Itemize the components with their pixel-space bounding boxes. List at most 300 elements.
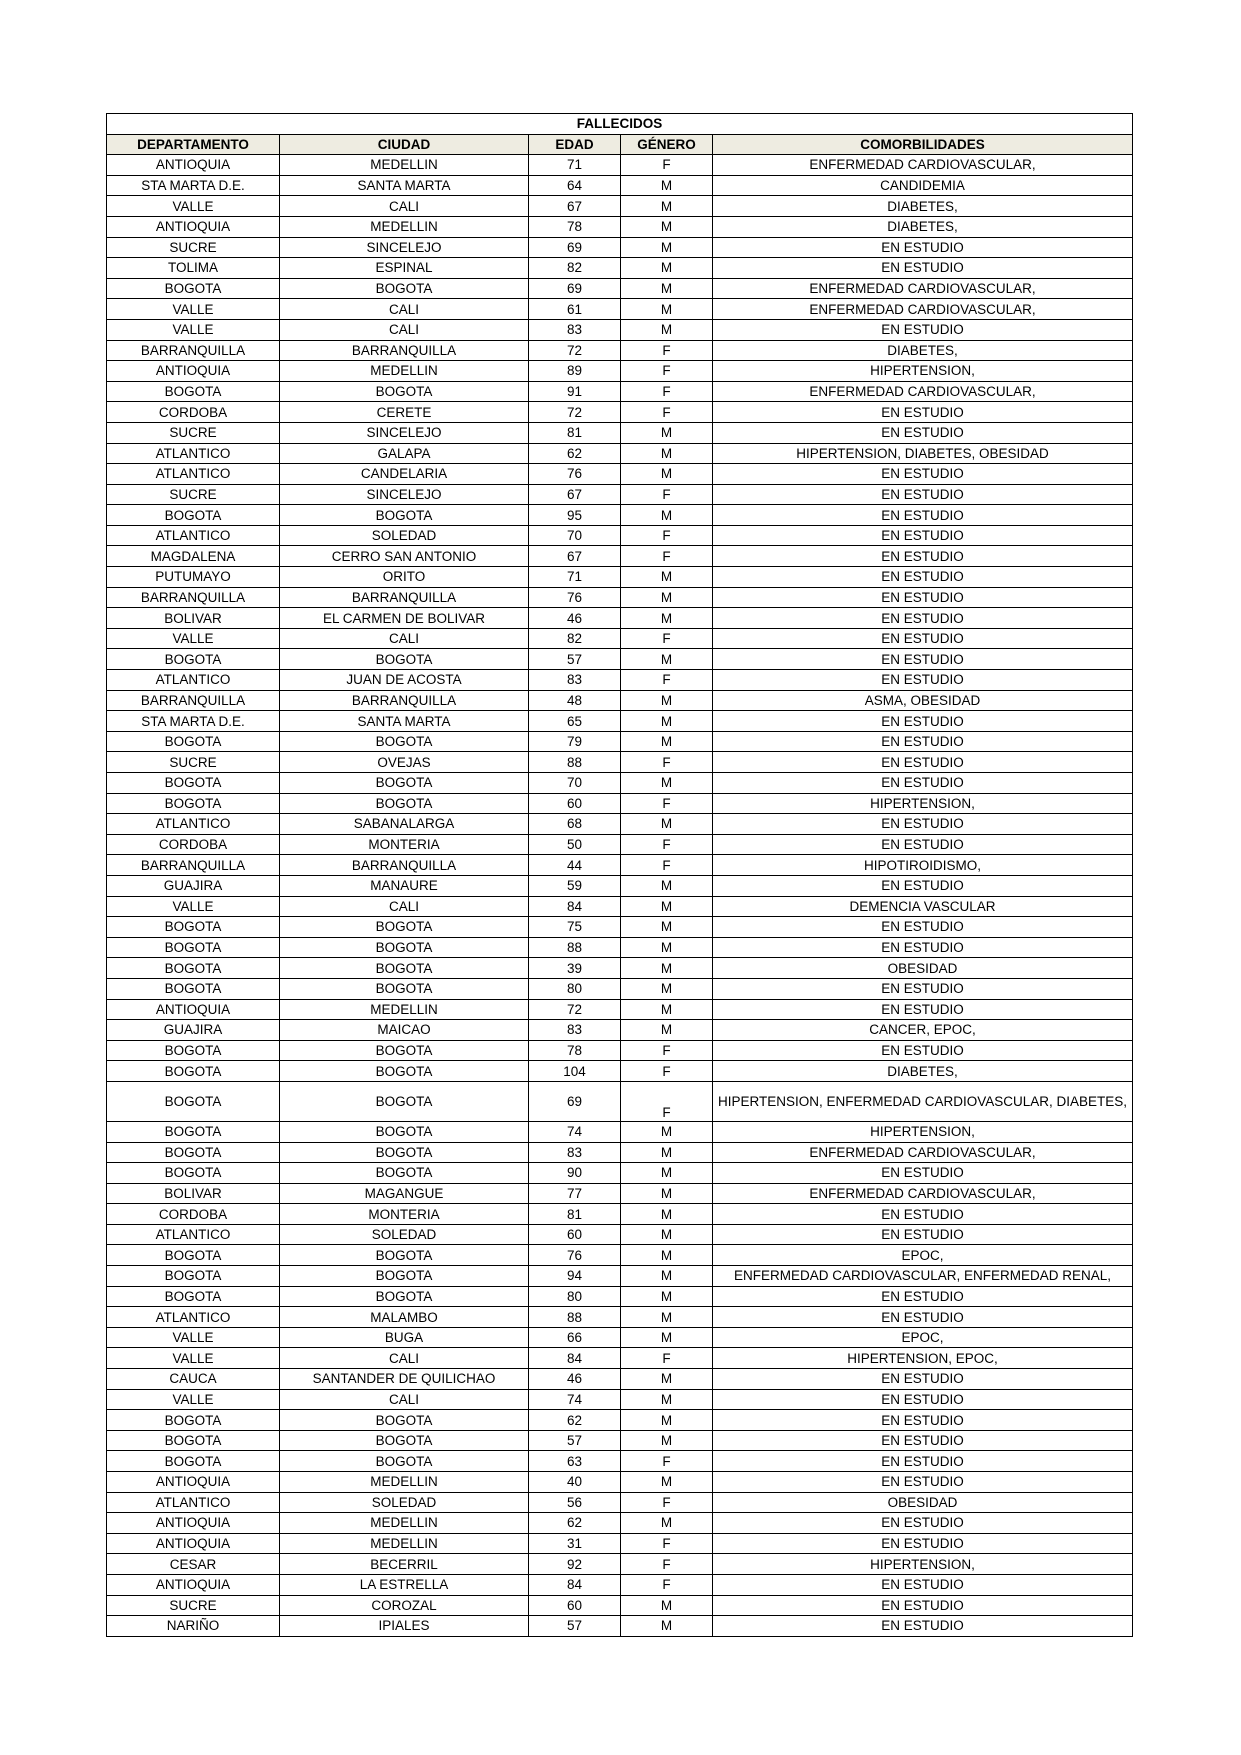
cell-ciudad: BECERRIL bbox=[280, 1554, 529, 1575]
cell-ciudad: BARRANQUILLA bbox=[280, 855, 529, 876]
table-row bbox=[107, 978, 1133, 999]
table-row bbox=[107, 1224, 1133, 1245]
cell-departamento: MAGDALENA bbox=[107, 546, 280, 567]
table-row bbox=[107, 1020, 1133, 1041]
cell-ciudad: BOGOTA bbox=[280, 381, 529, 402]
cell-genero: F bbox=[621, 525, 713, 546]
cell-genero: M bbox=[621, 443, 713, 464]
cell-departamento: BOGOTA bbox=[107, 958, 280, 979]
cell-ciudad: SOLEDAD bbox=[280, 1492, 529, 1513]
cell-ciudad: MONTERIA bbox=[280, 1204, 529, 1225]
cell-edad: 40 bbox=[529, 1472, 621, 1493]
table-row bbox=[107, 1081, 1133, 1121]
cell-edad: 60 bbox=[529, 793, 621, 814]
cell-genero: M bbox=[621, 319, 713, 340]
cell-ciudad: BOGOTA bbox=[280, 917, 529, 938]
cell-edad: 89 bbox=[529, 361, 621, 382]
cell-ciudad: MEDELLIN bbox=[280, 155, 529, 176]
cell-ciudad: BOGOTA bbox=[280, 1245, 529, 1266]
cell-comorbilidades: ENFERMEDAD CARDIOVASCULAR, bbox=[713, 155, 1133, 176]
cell-genero: M bbox=[621, 1142, 713, 1163]
cell-departamento: ANTIOQUIA bbox=[107, 1533, 280, 1554]
cell-ciudad: BOGOTA bbox=[280, 278, 529, 299]
cell-comorbilidades: EN ESTUDIO bbox=[713, 1204, 1133, 1225]
cell-genero: M bbox=[621, 1224, 713, 1245]
cell-genero: M bbox=[621, 1410, 713, 1431]
cell-genero: F bbox=[621, 1348, 713, 1369]
cell-departamento: SUCRE bbox=[107, 422, 280, 443]
table-row bbox=[107, 1142, 1133, 1163]
table-row bbox=[107, 464, 1133, 485]
cell-departamento: CORDOBA bbox=[107, 1204, 280, 1225]
cell-genero: F bbox=[621, 402, 713, 423]
cell-genero: M bbox=[621, 464, 713, 485]
cell-comorbilidades: ENFERMEDAD CARDIOVASCULAR, ENFERMEDAD RENAL, bbox=[713, 1266, 1133, 1287]
table-row bbox=[107, 1389, 1133, 1410]
cell-ciudad: CANDELARIA bbox=[280, 464, 529, 485]
cell-comorbilidades: EN ESTUDIO bbox=[713, 1616, 1133, 1637]
cell-edad: 76 bbox=[529, 464, 621, 485]
cell-ciudad: CALI bbox=[280, 1348, 529, 1369]
cell-edad: 94 bbox=[529, 1266, 621, 1287]
cell-comorbilidades: OBESIDAD bbox=[713, 1492, 1133, 1513]
cell-departamento: VALLE bbox=[107, 299, 280, 320]
cell-comorbilidades: EN ESTUDIO bbox=[713, 834, 1133, 855]
cell-comorbilidades: EN ESTUDIO bbox=[713, 464, 1133, 485]
cell-edad: 63 bbox=[529, 1451, 621, 1472]
cell-comorbilidades: HIPERTENSION, EPOC, bbox=[713, 1348, 1133, 1369]
cell-departamento: ANTIOQUIA bbox=[107, 1472, 280, 1493]
cell-edad: 80 bbox=[529, 1286, 621, 1307]
cell-departamento: BOGOTA bbox=[107, 1061, 280, 1082]
cell-edad: 50 bbox=[529, 834, 621, 855]
cell-genero: F bbox=[621, 546, 713, 567]
cell-edad: 91 bbox=[529, 381, 621, 402]
cell-comorbilidades: EN ESTUDIO bbox=[713, 587, 1133, 608]
cell-ciudad: SINCELEJO bbox=[280, 484, 529, 505]
cell-ciudad: SANTA MARTA bbox=[280, 711, 529, 732]
cell-ciudad: EL CARMEN DE BOLIVAR bbox=[280, 608, 529, 629]
cell-departamento: ANTIOQUIA bbox=[107, 361, 280, 382]
cell-ciudad: MEDELLIN bbox=[280, 216, 529, 237]
cell-edad: 44 bbox=[529, 855, 621, 876]
cell-departamento: VALLE bbox=[107, 628, 280, 649]
cell-genero: M bbox=[621, 875, 713, 896]
cell-ciudad: CALI bbox=[280, 299, 529, 320]
fallecidos-table bbox=[106, 113, 1133, 1637]
cell-departamento: CESAR bbox=[107, 1554, 280, 1575]
cell-comorbilidades: EN ESTUDIO bbox=[713, 402, 1133, 423]
cell-ciudad: MEDELLIN bbox=[280, 1472, 529, 1493]
cell-genero: M bbox=[621, 1430, 713, 1451]
cell-genero: M bbox=[621, 505, 713, 526]
cell-departamento: CORDOBA bbox=[107, 834, 280, 855]
cell-departamento: VALLE bbox=[107, 896, 280, 917]
cell-comorbilidades: EN ESTUDIO bbox=[713, 875, 1133, 896]
cell-edad: 81 bbox=[529, 1204, 621, 1225]
cell-comorbilidades: EN ESTUDIO bbox=[713, 978, 1133, 999]
cell-departamento: ATLANTICO bbox=[107, 443, 280, 464]
cell-departamento: SUCRE bbox=[107, 484, 280, 505]
cell-comorbilidades: EN ESTUDIO bbox=[713, 999, 1133, 1020]
table-row bbox=[107, 443, 1133, 464]
table-row bbox=[107, 670, 1133, 691]
cell-departamento: BOGOTA bbox=[107, 381, 280, 402]
cell-departamento: ATLANTICO bbox=[107, 670, 280, 691]
cell-ciudad: BOGOTA bbox=[280, 1286, 529, 1307]
cell-comorbilidades: EN ESTUDIO bbox=[713, 1595, 1133, 1616]
cell-genero: M bbox=[621, 958, 713, 979]
table-row bbox=[107, 1616, 1133, 1637]
cell-genero: M bbox=[621, 896, 713, 917]
table-row bbox=[107, 1369, 1133, 1390]
table-row bbox=[107, 175, 1133, 196]
cell-departamento: ANTIOQUIA bbox=[107, 216, 280, 237]
cell-comorbilidades: HIPERTENSION, ENFERMEDAD CARDIOVASCULAR, DIABETES, bbox=[713, 1081, 1133, 1121]
cell-edad: 78 bbox=[529, 1040, 621, 1061]
cell-edad: 95 bbox=[529, 505, 621, 526]
table-row bbox=[107, 422, 1133, 443]
cell-comorbilidades: EN ESTUDIO bbox=[713, 422, 1133, 443]
cell-departamento: VALLE bbox=[107, 1327, 280, 1348]
table-row bbox=[107, 361, 1133, 382]
cell-genero: M bbox=[621, 567, 713, 588]
cell-edad: 84 bbox=[529, 1574, 621, 1595]
cell-comorbilidades: EN ESTUDIO bbox=[713, 1286, 1133, 1307]
cell-departamento: VALLE bbox=[107, 196, 280, 217]
table-row bbox=[107, 1574, 1133, 1595]
cell-ciudad: BOGOTA bbox=[280, 1142, 529, 1163]
table-row bbox=[107, 917, 1133, 938]
cell-comorbilidades: EN ESTUDIO bbox=[713, 546, 1133, 567]
cell-comorbilidades: EN ESTUDIO bbox=[713, 1472, 1133, 1493]
cell-departamento: ANTIOQUIA bbox=[107, 155, 280, 176]
table-row bbox=[107, 587, 1133, 608]
cell-departamento: TOLIMA bbox=[107, 258, 280, 279]
table-row bbox=[107, 834, 1133, 855]
cell-ciudad: BOGOTA bbox=[280, 1040, 529, 1061]
cell-comorbilidades: EN ESTUDIO bbox=[713, 731, 1133, 752]
cell-edad: 83 bbox=[529, 1020, 621, 1041]
cell-edad: 59 bbox=[529, 875, 621, 896]
cell-genero: F bbox=[621, 1061, 713, 1082]
table-row bbox=[107, 1286, 1133, 1307]
cell-genero: F bbox=[621, 1040, 713, 1061]
cell-comorbilidades: HIPERTENSION, bbox=[713, 793, 1133, 814]
table-row bbox=[107, 237, 1133, 258]
cell-edad: 39 bbox=[529, 958, 621, 979]
cell-genero: M bbox=[621, 773, 713, 794]
cell-departamento: BOGOTA bbox=[107, 1040, 280, 1061]
cell-edad: 67 bbox=[529, 546, 621, 567]
cell-comorbilidades: EN ESTUDIO bbox=[713, 1389, 1133, 1410]
cell-edad: 83 bbox=[529, 1142, 621, 1163]
cell-departamento: BOGOTA bbox=[107, 917, 280, 938]
cell-comorbilidades: ENFERMEDAD CARDIOVASCULAR, bbox=[713, 1142, 1133, 1163]
cell-comorbilidades: EN ESTUDIO bbox=[713, 1369, 1133, 1390]
table-row bbox=[107, 340, 1133, 361]
cell-genero: M bbox=[621, 258, 713, 279]
cell-ciudad: SINCELEJO bbox=[280, 237, 529, 258]
table-row bbox=[107, 505, 1133, 526]
cell-ciudad: IPIALES bbox=[280, 1616, 529, 1637]
cell-edad: 48 bbox=[529, 690, 621, 711]
cell-ciudad: MEDELLIN bbox=[280, 361, 529, 382]
cell-edad: 69 bbox=[529, 237, 621, 258]
cell-comorbilidades: DIABETES, bbox=[713, 216, 1133, 237]
cell-comorbilidades: DEMENCIA VASCULAR bbox=[713, 896, 1133, 917]
cell-ciudad: BOGOTA bbox=[280, 937, 529, 958]
cell-genero: F bbox=[621, 752, 713, 773]
cell-comorbilidades: ENFERMEDAD CARDIOVASCULAR, bbox=[713, 299, 1133, 320]
cell-edad: 72 bbox=[529, 402, 621, 423]
cell-genero: M bbox=[621, 422, 713, 443]
cell-comorbilidades: EN ESTUDIO bbox=[713, 814, 1133, 835]
cell-departamento: BOGOTA bbox=[107, 1163, 280, 1184]
cell-edad: 62 bbox=[529, 1513, 621, 1534]
cell-ciudad: MAGANGUE bbox=[280, 1183, 529, 1204]
table-row bbox=[107, 999, 1133, 1020]
cell-departamento: BOGOTA bbox=[107, 278, 280, 299]
cell-departamento: PUTUMAYO bbox=[107, 567, 280, 588]
cell-comorbilidades: OBESIDAD bbox=[713, 958, 1133, 979]
cell-ciudad: MONTERIA bbox=[280, 834, 529, 855]
cell-ciudad: LA ESTRELLA bbox=[280, 1574, 529, 1595]
cell-genero: M bbox=[621, 1472, 713, 1493]
cell-genero: F bbox=[621, 484, 713, 505]
table-row bbox=[107, 773, 1133, 794]
cell-departamento: BOGOTA bbox=[107, 1266, 280, 1287]
table-row bbox=[107, 1307, 1133, 1328]
cell-departamento: ANTIOQUIA bbox=[107, 1574, 280, 1595]
cell-departamento: BOLIVAR bbox=[107, 1183, 280, 1204]
cell-edad: 74 bbox=[529, 1121, 621, 1142]
table-row bbox=[107, 1492, 1133, 1513]
cell-genero: M bbox=[621, 999, 713, 1020]
cell-departamento: SUCRE bbox=[107, 237, 280, 258]
cell-genero: M bbox=[621, 587, 713, 608]
cell-departamento: ATLANTICO bbox=[107, 464, 280, 485]
table-row bbox=[107, 216, 1133, 237]
cell-departamento: BOGOTA bbox=[107, 1081, 280, 1121]
cell-genero: F bbox=[621, 1081, 713, 1121]
cell-comorbilidades: ASMA, OBESIDAD bbox=[713, 690, 1133, 711]
table-title-row bbox=[107, 114, 1133, 135]
cell-comorbilidades: EN ESTUDIO bbox=[713, 505, 1133, 526]
cell-genero: F bbox=[621, 340, 713, 361]
table-row bbox=[107, 1327, 1133, 1348]
cell-comorbilidades: EN ESTUDIO bbox=[713, 917, 1133, 938]
cell-comorbilidades: HIPOTIROIDISMO, bbox=[713, 855, 1133, 876]
table-row bbox=[107, 1410, 1133, 1431]
cell-comorbilidades: EN ESTUDIO bbox=[713, 1307, 1133, 1328]
cell-ciudad: SABANALARGA bbox=[280, 814, 529, 835]
cell-edad: 65 bbox=[529, 711, 621, 732]
cell-genero: M bbox=[621, 649, 713, 670]
cell-departamento: BOGOTA bbox=[107, 649, 280, 670]
cell-ciudad: BOGOTA bbox=[280, 958, 529, 979]
cell-ciudad: BOGOTA bbox=[280, 505, 529, 526]
cell-departamento: BOGOTA bbox=[107, 793, 280, 814]
cell-departamento: BOGOTA bbox=[107, 1245, 280, 1266]
cell-genero: F bbox=[621, 155, 713, 176]
table-row bbox=[107, 875, 1133, 896]
cell-comorbilidades: EN ESTUDIO bbox=[713, 1163, 1133, 1184]
cell-edad: 31 bbox=[529, 1533, 621, 1554]
table-row bbox=[107, 937, 1133, 958]
cell-ciudad: MEDELLIN bbox=[280, 1513, 529, 1534]
cell-edad: 72 bbox=[529, 340, 621, 361]
cell-comorbilidades: ENFERMEDAD CARDIOVASCULAR, bbox=[713, 381, 1133, 402]
table-row bbox=[107, 155, 1133, 176]
cell-comorbilidades: DIABETES, bbox=[713, 196, 1133, 217]
cell-genero: M bbox=[621, 1513, 713, 1534]
cell-departamento: SUCRE bbox=[107, 1595, 280, 1616]
cell-departamento: ATLANTICO bbox=[107, 525, 280, 546]
cell-departamento: ATLANTICO bbox=[107, 1492, 280, 1513]
cell-departamento: CAUCA bbox=[107, 1369, 280, 1390]
cell-genero: M bbox=[621, 216, 713, 237]
table-row bbox=[107, 484, 1133, 505]
cell-ciudad: BOGOTA bbox=[280, 1061, 529, 1082]
cell-departamento: BOGOTA bbox=[107, 1430, 280, 1451]
table-row bbox=[107, 1533, 1133, 1554]
table-row bbox=[107, 896, 1133, 917]
table-row bbox=[107, 649, 1133, 670]
cell-ciudad: CALI bbox=[280, 628, 529, 649]
cell-ciudad: COROZAL bbox=[280, 1595, 529, 1616]
cell-departamento: STA MARTA D.E. bbox=[107, 711, 280, 732]
cell-ciudad: CERRO SAN ANTONIO bbox=[280, 546, 529, 567]
cell-comorbilidades: EN ESTUDIO bbox=[713, 567, 1133, 588]
cell-genero: F bbox=[621, 1492, 713, 1513]
cell-departamento: BOGOTA bbox=[107, 1410, 280, 1431]
cell-ciudad: SANTA MARTA bbox=[280, 175, 529, 196]
cell-departamento: BOGOTA bbox=[107, 1451, 280, 1472]
cell-edad: 81 bbox=[529, 422, 621, 443]
cell-edad: 62 bbox=[529, 443, 621, 464]
cell-departamento: VALLE bbox=[107, 1348, 280, 1369]
cell-ciudad: MAICAO bbox=[280, 1020, 529, 1041]
cell-edad: 104 bbox=[529, 1061, 621, 1082]
cell-comorbilidades: CANDIDEMIA bbox=[713, 175, 1133, 196]
table-row bbox=[107, 1204, 1133, 1225]
cell-edad: 82 bbox=[529, 628, 621, 649]
cell-comorbilidades: DIABETES, bbox=[713, 1061, 1133, 1082]
cell-edad: 64 bbox=[529, 175, 621, 196]
column-header-genero: GÉNERO bbox=[621, 134, 713, 155]
table-row bbox=[107, 1040, 1133, 1061]
cell-genero: M bbox=[621, 1286, 713, 1307]
cell-departamento: ANTIOQUIA bbox=[107, 1513, 280, 1534]
cell-ciudad: MEDELLIN bbox=[280, 999, 529, 1020]
table-title: FALLECIDOS bbox=[107, 114, 1133, 135]
column-header-comorbilidades: COMORBILIDADES bbox=[713, 134, 1133, 155]
cell-departamento: BOGOTA bbox=[107, 1121, 280, 1142]
cell-comorbilidades: HIPERTENSION, bbox=[713, 1554, 1133, 1575]
cell-comorbilidades: EN ESTUDIO bbox=[713, 670, 1133, 691]
cell-genero: M bbox=[621, 1245, 713, 1266]
cell-edad: 67 bbox=[529, 484, 621, 505]
cell-genero: F bbox=[621, 1574, 713, 1595]
cell-departamento: ATLANTICO bbox=[107, 1224, 280, 1245]
cell-comorbilidades: HIPERTENSION, bbox=[713, 1121, 1133, 1142]
cell-edad: 62 bbox=[529, 1410, 621, 1431]
cell-edad: 76 bbox=[529, 1245, 621, 1266]
cell-ciudad: MANAURE bbox=[280, 875, 529, 896]
cell-edad: 70 bbox=[529, 773, 621, 794]
cell-comorbilidades: EN ESTUDIO bbox=[713, 608, 1133, 629]
table-row bbox=[107, 196, 1133, 217]
cell-departamento: BOLIVAR bbox=[107, 608, 280, 629]
cell-departamento: GUAJIRA bbox=[107, 1020, 280, 1041]
cell-edad: 66 bbox=[529, 1327, 621, 1348]
cell-comorbilidades: CANCER, EPOC, bbox=[713, 1020, 1133, 1041]
cell-departamento: BOGOTA bbox=[107, 1142, 280, 1163]
cell-edad: 80 bbox=[529, 978, 621, 999]
table-row bbox=[107, 1472, 1133, 1493]
cell-genero: M bbox=[621, 1307, 713, 1328]
cell-genero: M bbox=[621, 1163, 713, 1184]
cell-comorbilidades: EPOC, bbox=[713, 1245, 1133, 1266]
cell-edad: 71 bbox=[529, 155, 621, 176]
table-row bbox=[107, 525, 1133, 546]
table-row bbox=[107, 1430, 1133, 1451]
cell-comorbilidades: EN ESTUDIO bbox=[713, 1224, 1133, 1245]
table-body bbox=[107, 155, 1133, 1637]
cell-departamento: SUCRE bbox=[107, 752, 280, 773]
cell-comorbilidades: EN ESTUDIO bbox=[713, 319, 1133, 340]
cell-departamento: NARIÑO bbox=[107, 1616, 280, 1637]
cell-comorbilidades: HIPERTENSION, DIABETES, OBESIDAD bbox=[713, 443, 1133, 464]
table-row bbox=[107, 855, 1133, 876]
cell-edad: 57 bbox=[529, 1616, 621, 1637]
cell-edad: 60 bbox=[529, 1224, 621, 1245]
cell-comorbilidades: EN ESTUDIO bbox=[713, 628, 1133, 649]
cell-genero: F bbox=[621, 793, 713, 814]
cell-departamento: BOGOTA bbox=[107, 731, 280, 752]
cell-edad: 56 bbox=[529, 1492, 621, 1513]
cell-ciudad: BOGOTA bbox=[280, 773, 529, 794]
cell-genero: M bbox=[621, 1121, 713, 1142]
cell-genero: F bbox=[621, 1533, 713, 1554]
cell-comorbilidades: EN ESTUDIO bbox=[713, 773, 1133, 794]
cell-comorbilidades: EN ESTUDIO bbox=[713, 237, 1133, 258]
cell-ciudad: BOGOTA bbox=[280, 649, 529, 670]
cell-edad: 61 bbox=[529, 299, 621, 320]
cell-ciudad: CALI bbox=[280, 896, 529, 917]
table-row bbox=[107, 1061, 1133, 1082]
column-header-departamento: DEPARTAMENTO bbox=[107, 134, 280, 155]
table-row bbox=[107, 608, 1133, 629]
cell-ciudad: BOGOTA bbox=[280, 1451, 529, 1472]
cell-departamento: BOGOTA bbox=[107, 978, 280, 999]
cell-ciudad: BARRANQUILLA bbox=[280, 340, 529, 361]
column-header-edad: EDAD bbox=[529, 134, 621, 155]
cell-departamento: BARRANQUILLA bbox=[107, 587, 280, 608]
cell-genero: M bbox=[621, 1595, 713, 1616]
cell-departamento: VALLE bbox=[107, 319, 280, 340]
cell-edad: 83 bbox=[529, 670, 621, 691]
cell-departamento: BARRANQUILLA bbox=[107, 855, 280, 876]
cell-genero: F bbox=[621, 670, 713, 691]
cell-ciudad: SOLEDAD bbox=[280, 525, 529, 546]
table-row bbox=[107, 319, 1133, 340]
cell-genero: M bbox=[621, 1020, 713, 1041]
table-row bbox=[107, 278, 1133, 299]
cell-genero: M bbox=[621, 1616, 713, 1637]
cell-departamento: BARRANQUILLA bbox=[107, 690, 280, 711]
